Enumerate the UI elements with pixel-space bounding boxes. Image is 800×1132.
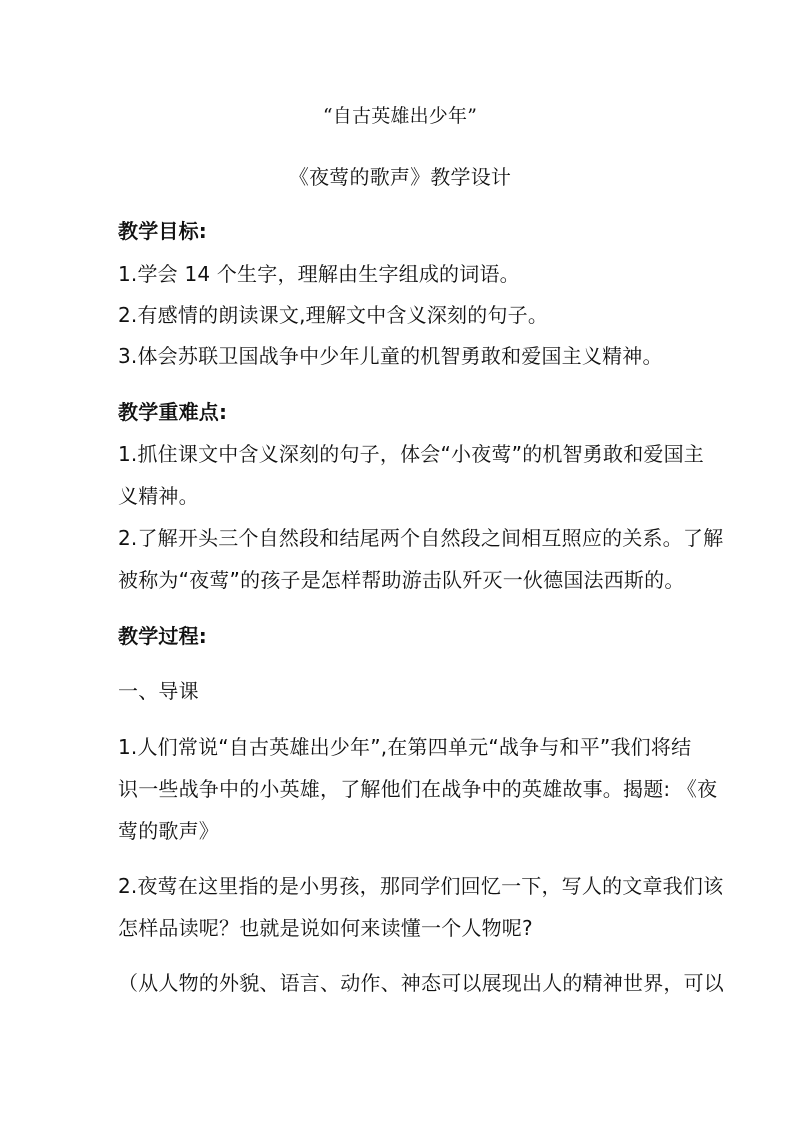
key-point-line: 2.了解开头三个自然段和结尾两个自然段之间相互照应的关系。了解 — [118, 526, 724, 550]
goal-item: 2.有感情的朗读课文,理解文中含义深刻的句子。 — [118, 303, 549, 327]
goals-heading: 教学目标: — [118, 219, 207, 243]
document-subtitle: 《夜莺的歌声》教学设计 — [288, 165, 512, 189]
goal-item: 3.体会苏联卫国战争中少年儿童的机智勇敢和爱国主义精神。 — [118, 344, 663, 368]
paragraph-line: 莺的歌声》 — [118, 819, 219, 843]
paragraph-line: 怎样品读呢？也就是说如何来读懂一个人物呢? — [118, 916, 533, 940]
key-point-line: 被称为“夜莺”的孩子是怎样帮助游击队歼灭一伙德国法西斯的。 — [118, 568, 685, 592]
key-points-heading: 教学重难点: — [118, 400, 228, 424]
key-point-line: 1.抓住课文中含义深刻的句子，体会“小夜莺”的机智勇敢和爱国主 — [118, 442, 705, 466]
paragraph-line: 1.人们常说“自古英雄出少年”,在第四单元“战争与和平”我们将结 — [118, 735, 692, 759]
key-point-line: 义精神。 — [118, 484, 199, 508]
document-title: “自古英雄出少年” — [322, 105, 478, 127]
paragraph-line: 识一些战争中的小英雄，了解他们在战争中的英雄故事。揭题: 《夜 — [118, 777, 718, 801]
paragraph-line: （从人物的外貌、语言、动作、神态可以展现出人的精神世界，可以 — [118, 971, 724, 995]
goal-item: 1.学会 14 个生字，理解由生字组成的词语。 — [118, 262, 520, 286]
process-heading: 教学过程: — [118, 624, 207, 648]
section-heading: 一、导课 — [118, 679, 199, 703]
paragraph-line: 2.夜莺在这里指的是小男孩，那同学们回忆一下，写人的文章我们该 — [118, 874, 724, 898]
